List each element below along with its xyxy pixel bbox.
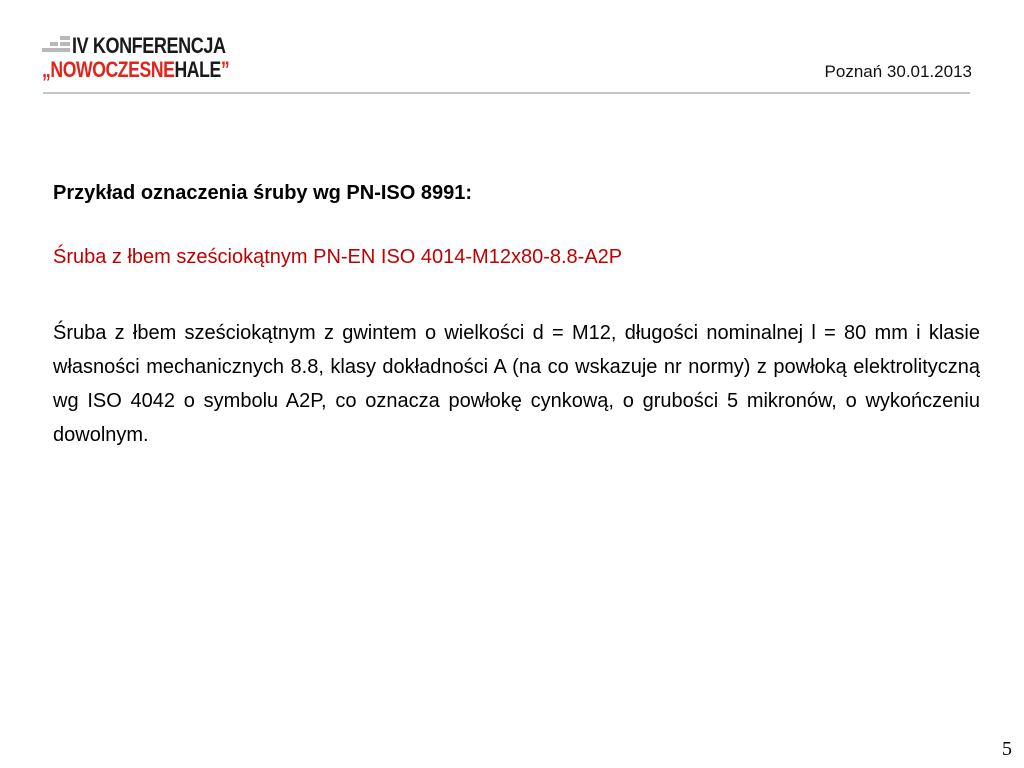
designation-explanation: Śruba z łbem sześciokątnym z gwintem o wielkości d = M12, długości nominalnej l = 80 mm i klasie własności mechanicznych 8.8, klasy dokładności A (na co wskazuje nr normy) z powłoką elektrolityczną wg ISO 4042 o symbolu A2P, co oznacza powłokę cynkową, o grubości 5 mikronów, o wykończeniu dowolnym. xyxy=(53,322,980,446)
header-divider xyxy=(43,92,970,94)
bolt-designation: Śruba z łbem sześciokątnym PN-EN ISO 4014-M12x80-8.8-A2P xyxy=(53,246,623,268)
logo-closing-quote: ” xyxy=(220,57,230,82)
slide-content xyxy=(53,178,980,452)
slide-heading: Przykład oznaczenia śruby wg PN-ISO 8991: xyxy=(53,182,473,204)
conference-logo xyxy=(42,34,262,84)
location-date: Poznań 30.01.2013 xyxy=(824,62,972,81)
page-number: 5 xyxy=(1002,738,1012,760)
logo-nowoczesne: „NOWOCZESNE xyxy=(42,57,175,82)
logo-title-line2 xyxy=(42,58,229,82)
logo-title-line1: IV KONFERENCJA xyxy=(72,33,226,58)
logo-hale: HALE xyxy=(174,57,221,82)
stacked-bars-icon xyxy=(42,36,70,56)
